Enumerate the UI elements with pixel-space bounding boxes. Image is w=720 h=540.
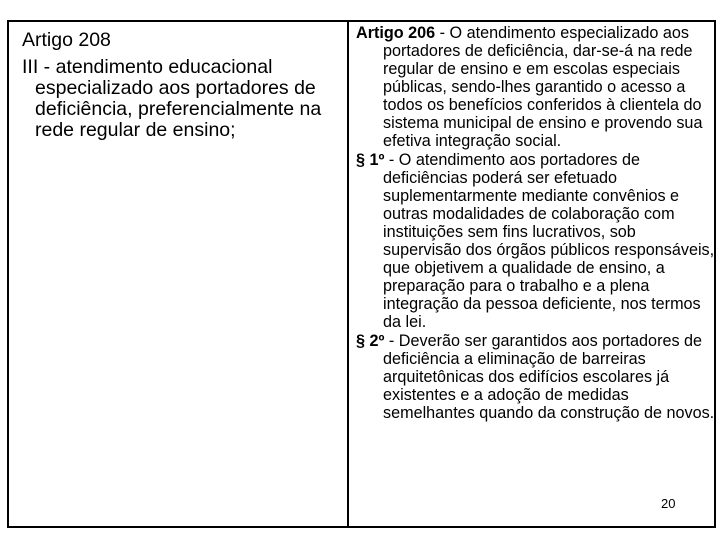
left-item-text: - atendimento educacional especializado aos portadores de deficiência, preferencialmente na rede regular de ensino;: [35, 56, 322, 141]
left-heading: Artigo 208: [22, 29, 111, 51]
column-divider: [347, 20, 349, 528]
paragraph-2-text: - Deverão ser garantidos aos portadores de deficiência a eliminação de barreiras arquitetônicas dos edifícios escolares já existentes e a adoção de medidas semelhantes quando da construção de novos.: [383, 332, 715, 422]
paragraph-2: [356, 332, 718, 422]
left-item-label: III: [22, 56, 39, 78]
left-column: [22, 30, 332, 141]
page-number: 20: [661, 496, 676, 511]
left-item-iii: [22, 57, 332, 141]
paragraph-1-label: § 1º: [356, 151, 385, 169]
article-206-text: - O atendimento especializado aos portadores de deficiência, dar-se-á na rede regular de ensino e em escolas especiais públicas, sendo-lhes garantido o acesso a todos os benefícios conferidos à clientela do sistema municipal de ensino e provendo sua efetiva integração social.: [383, 24, 703, 150]
paragraph-1: [356, 151, 718, 331]
article-206: [356, 24, 718, 150]
article-206-label: Artigo 206: [356, 24, 436, 42]
right-column: [356, 24, 718, 423]
paragraph-2-label: § 2º: [356, 332, 385, 350]
paragraph-1-text: - O atendimento aos portadores de deficiências poderá ser efetuado suplementarmente mediante convênios e outras modalidades de colaboração com instituições sem fins lucrativos, sob supervisão dos órgãos públicos responsáveis, que objetivem a qualidade de ensino, a preparação para o trabalho e a plena integração da pessoa deficiente, nos termos da lei.: [383, 151, 715, 331]
